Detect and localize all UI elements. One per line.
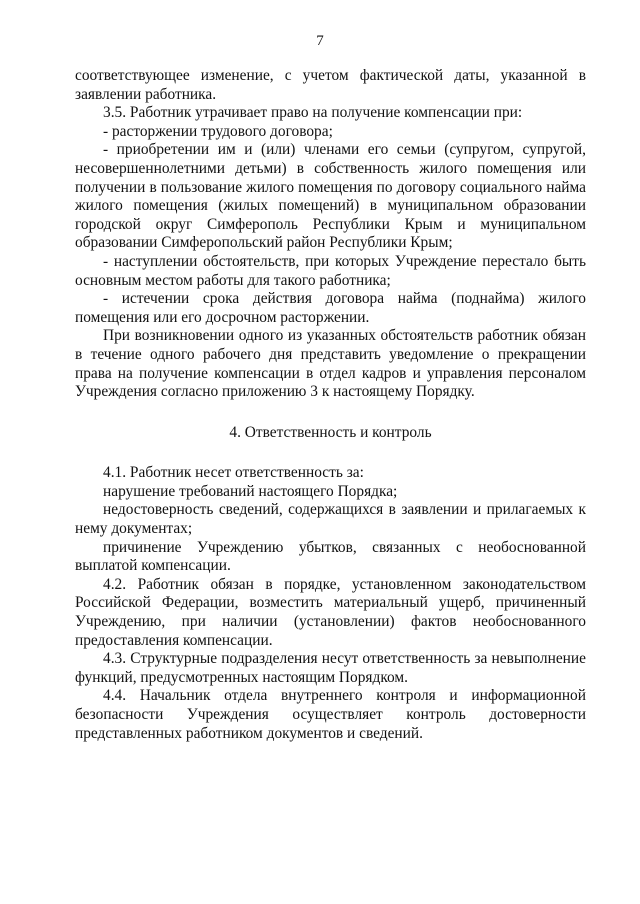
list-item-violation: нарушение требований настоящего Порядка; [103, 482, 398, 500]
list-item-inaccuracy: недостоверность сведений, содержащихся в заявлении и прилагаемых к нему документах; [75, 501, 586, 538]
section-heading: 4. Ответственность и контроль [229, 423, 432, 441]
paragraph-continuation: соответствующее изменение, с учетом фактической даты, указанной в заявлении работника. [75, 67, 586, 103]
paragraph-4-4: 4.4. Начальник отдела внутреннего контроля и информационной безопасности Учреждения осуществляет контроль достоверности представленных работником документов и сведений. [75, 687, 586, 742]
list-item-damages: причинение Учреждению убытков, связанных с необоснованной выплатой компенсации. [75, 538, 586, 575]
paragraph-4-3: 4.3. Структурные подразделения несут ответственность за невыполнение функций, предусмотренных настоящим Порядком. [75, 650, 586, 686]
list-item-acquisition: - приобретении им и (или) членами его семьи (супругом, супругой, несовершеннолетними детьми) в собственность жилого помещения или получении в пользование жилого помещения по договору социального найма жилого помещения (жилых помещений) в муниципальном образовании городской округ Симферополь Республики Крым и муниципальном образовании Симферопольский район Республики Крым; [75, 141, 586, 252]
paragraph-3-5: 3.5. Работник утрачивает право на получение компенсации при: [103, 104, 523, 122]
document-body [75, 67, 586, 743]
page-number: 7 [316, 33, 324, 49]
list-item-expiry: - истечении срока действия договора найма (поднайма) жилого помещения или его досрочном расторжении. [75, 290, 586, 326]
list-item-termination: - расторжении трудового договора; [103, 122, 333, 140]
paragraph-4-1: 4.1. Работник несет ответственность за: [103, 464, 364, 482]
paragraph-notification: При возникновении одного из указанных обстоятельств работник обязан в течение одного рабочего дня представить уведомление о прекращении права на получение компенсации в отдел кадров и управления персоналом Учреждения согласно приложению 3 к настоящему Порядку. [75, 327, 586, 401]
list-item-circumstances: - наступлении обстоятельств, при которых Учреждение перестало быть основным местом работы для такого работника; [75, 252, 586, 289]
paragraph-4-2: 4.2. Работник обязан в порядке, установленном законодательством Российской Федерации, возместить материальный ущерб, причиненный Учреждению, при наличии (установлении) фактов необоснованного предоставления компенсации. [75, 575, 586, 649]
